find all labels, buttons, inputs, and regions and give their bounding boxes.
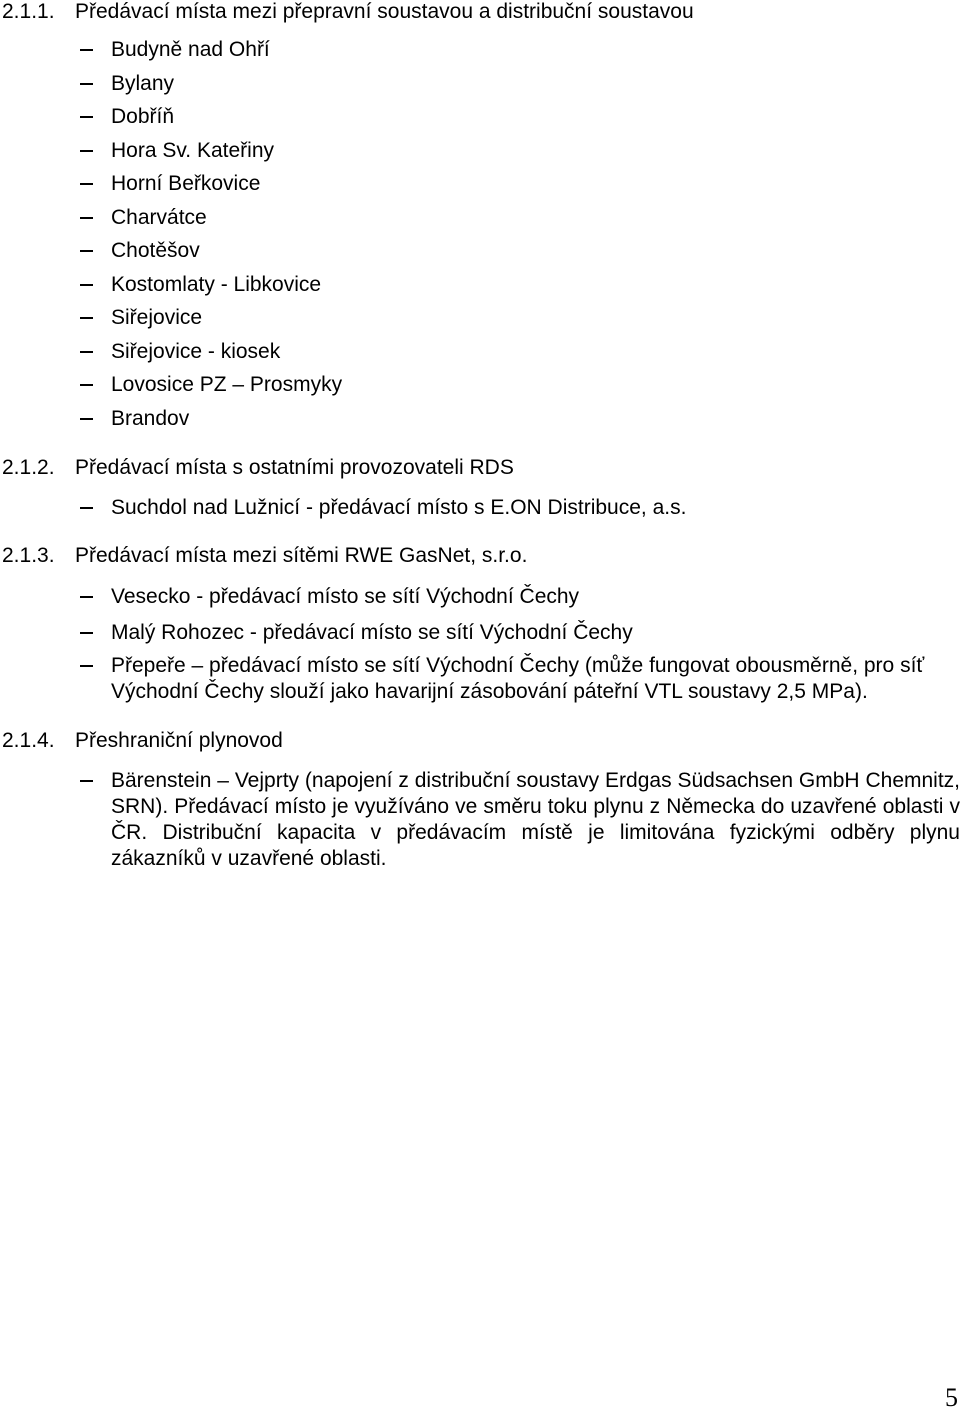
dash-bullet-icon: [80, 317, 93, 319]
list-item: Charvátce: [80, 205, 960, 231]
dash-bullet-icon: [80, 49, 93, 51]
list-item: Budyně nad Ohří: [80, 37, 960, 63]
list-item: Brandov: [80, 406, 960, 432]
section-number: 2.1.2.: [2, 456, 55, 479]
section-number: 2.1.3.: [2, 544, 55, 567]
page-number: 5: [945, 1383, 958, 1412]
dash-bullet-icon: [80, 250, 93, 252]
section-title: Předávací místa mezi přepravní soustavou a distribuční soustavou: [75, 0, 694, 23]
section-heading-2-1-3: [2, 544, 527, 568]
dash-bullet-icon: [80, 83, 93, 85]
dash-bullet-icon: [80, 116, 93, 118]
section-title: Předávací místa s ostatními provozovateli RDS: [75, 456, 514, 479]
dash-bullet-icon: [80, 284, 93, 286]
list-item: Malý Rohozec - předávací místo se sítí Východní Čechy: [80, 620, 960, 646]
list-item: Kostomlaty - Libkovice: [80, 272, 960, 298]
list-item: Lovosice PZ – Prosmyky: [80, 372, 960, 398]
list-item: Vesecko - předávací místo se sítí Východní Čechy: [80, 584, 960, 610]
section-title: Přeshraniční plynovod: [75, 729, 283, 752]
dash-bullet-icon: [80, 183, 93, 185]
section-heading-2-1-4: [2, 729, 283, 753]
dash-bullet-icon: [80, 418, 93, 420]
list-item: Horní Beřkovice: [80, 171, 960, 197]
dash-bullet-icon: [80, 351, 93, 353]
list-item: Hora Sv. Kateřiny: [80, 138, 960, 164]
section-number: 2.1.4.: [2, 729, 55, 752]
list-item: Chotěšov: [80, 238, 960, 264]
dash-bullet-icon: [80, 384, 93, 386]
section-heading-2-1-1: [2, 0, 694, 24]
list-item: Bylany: [80, 71, 960, 97]
dash-bullet-icon: [80, 780, 93, 782]
list-item: Suchdol nad Lužnicí - předávací místo s E.ON Distribuce, a.s.: [80, 495, 960, 521]
section-number: 2.1.1.: [2, 0, 55, 23]
section-heading-2-1-2: [2, 456, 514, 480]
dash-bullet-icon: [80, 217, 93, 219]
dash-bullet-icon: [80, 632, 93, 634]
dash-bullet-icon: [80, 150, 93, 152]
dash-bullet-icon: [80, 665, 93, 667]
dash-bullet-icon: [80, 507, 93, 509]
section-title: Předávací místa mezi sítěmi RWE GasNet, s.r.o.: [75, 544, 528, 567]
list-item: Siřejovice: [80, 305, 960, 331]
list-item: Siřejovice - kiosek: [80, 339, 960, 365]
list-item: Dobříň: [80, 104, 960, 130]
list-item: Přepeře – předávací místo se sítí Východní Čechy (může fungovat obousměrně, pro síť Východní Čechy slouží jako havarijní zásobování páteřní VTL soustavy 2,5 MPa).: [80, 653, 960, 705]
dash-bullet-icon: [80, 596, 93, 598]
list-item: Bärenstein – Vejprty (napojení z distribuční soustavy Erdgas Südsachsen GmbH Chemnitz, SRN). Předávací místo je využíváno ve směru toku plynu z Německa do uzavřené oblasti v ČR. Distribuční kapacita v předávacím místě je limitována fyzickými odběry plynu zákazníků v uzavřené oblasti.: [80, 768, 960, 872]
